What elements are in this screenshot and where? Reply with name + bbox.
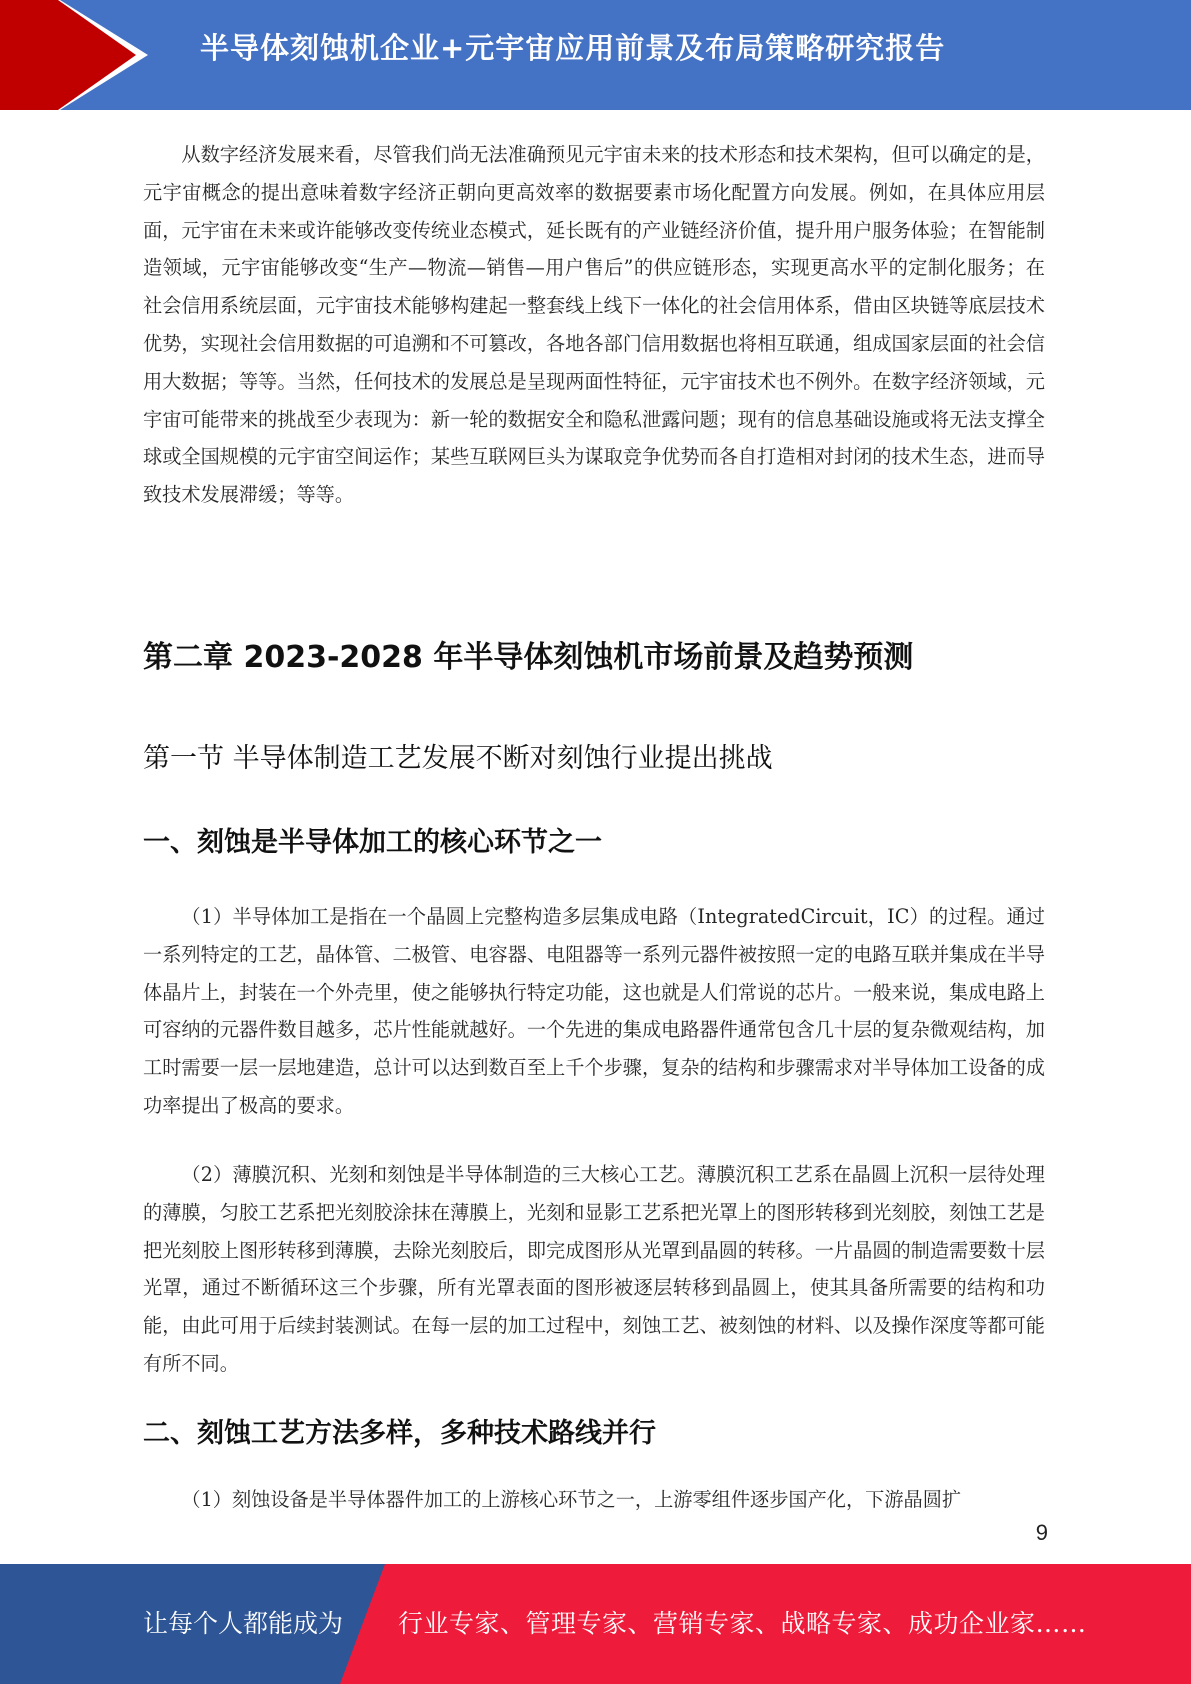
paragraph-etching-equipment: （1）刻蚀设备是半导体器件加工的上游核心环节之一，上游零组件逐步国产化，下游晶圆扩 <box>181 1488 962 1511</box>
section-title: 第一节 半导体制造工艺发展不断对刻蚀行业提出挑战 <box>143 743 773 774</box>
subsection-title-2: 二、刻蚀工艺方法多样，多种技术路线并行 <box>143 1418 656 1449</box>
paragraph-core-processes: （2）薄膜沉积、光刻和刻蚀是半导体制造的三大核心工艺。薄膜沉积工艺系在晶圆上沉积一层待处理的薄膜，匀胶工艺系把光刻胶涂抹在薄膜上，光刻和显影工艺系把光罩上的图形转移到光刻胶，刻蚀工艺是把光刻胶上图形转移到薄膜，去除光刻胶后，即完成图形从光罩到晶圆的转移。一片晶圆的制造需要数十层光罩，通过不断循环这三个步骤，所有光罩表面的图形被逐层转移到晶圆上，使其具备所需要的结构和功能，由此可用于后续封装测试。在每一层的加工过程中，刻蚀工艺、被刻蚀的材料、以及操作深度等都可能有所不同。 <box>143 1163 1045 1375</box>
report-title: 半导体刻蚀机企业+元宇宙应用前景及布局策略研究报告 <box>200 31 946 65</box>
chapter-title: 第二章 2023-2028 年半导体刻蚀机市场前景及趋势预测 <box>143 640 914 675</box>
page-header <box>0 0 1191 110</box>
page-number: 9 <box>1035 1520 1048 1545</box>
header-arrow-decoration <box>0 0 150 110</box>
footer-slogan-left: 让每个人都能成为 <box>143 1609 344 1638</box>
intro-paragraph: 从数字经济发展来看，尽管我们尚无法准确预见元宇宙未来的技术形态和技术架构，但可以确定的是，元宇宙概念的提出意味着数字经济正朝向更高效率的数据要素市场化配置方向发展。例如，在具体应用层面，元宇宙在未来或许能够改变传统业态模式，延长既有的产业链经济价值，提升用户服务体验；在智能制造领域，元宇宙能够改变“生产—物流—销售—用户售后”的供应链形态，实现更高水平的定制化服务；在社会信用系统层面，元宇宙技术能够构建起一整套线上线下一体化的社会信用体系，借由区块链等底层技术优势，实现社会信用数据的可追溯和不可篡改，各地各部门信用数据也将相互联通，组成国家层面的社会信用大数据；等等。当然，任何技术的发展总是呈现两面性特征，元宇宙技术也不例外。在数字经济领域，元宇宙可能带来的挑战至少表现为：新一轮的数据安全和隐私泄露问题；现有的信息基础设施或将无法支撑全球或全国规模的元宇宙空间运作；某些互联网巨头为谋取竞争优势而各自打造相对封闭的技术生态，进而导致技术发展滞缓；等等。 <box>143 143 1045 507</box>
subsection-title-1: 一、刻蚀是半导体加工的核心环节之一 <box>143 827 602 858</box>
page-footer <box>0 1564 1191 1684</box>
paragraph-semiconductor-processing: （1）半导体加工是指在一个晶圆上完整构造多层集成电路（IntegratedCircuit，IC）的过程。通过一系列特定的工艺，晶体管、二极管、电容器、电阻器等一系列元器件被按照一定的电路互联并集成在半导体晶片上，封装在一个外壳里，使之能够执行特定功能，这也就是人们常说的芯片。一般来说，集成电路上可容纳的元器件数目越多，芯片性能就越好。一个先进的集成电路器件通常包含几十层的复杂微观结构，加工时需要一层一层地建造，总计可以达到数百至上千个步骤，复杂的结构和步骤需求对半导体加工设备的成功率提出了极高的要求。 <box>143 905 1045 1117</box>
footer-slogan-right: 行业专家、管理专家、营销专家、战略专家、成功企业家…… <box>398 1609 1087 1638</box>
